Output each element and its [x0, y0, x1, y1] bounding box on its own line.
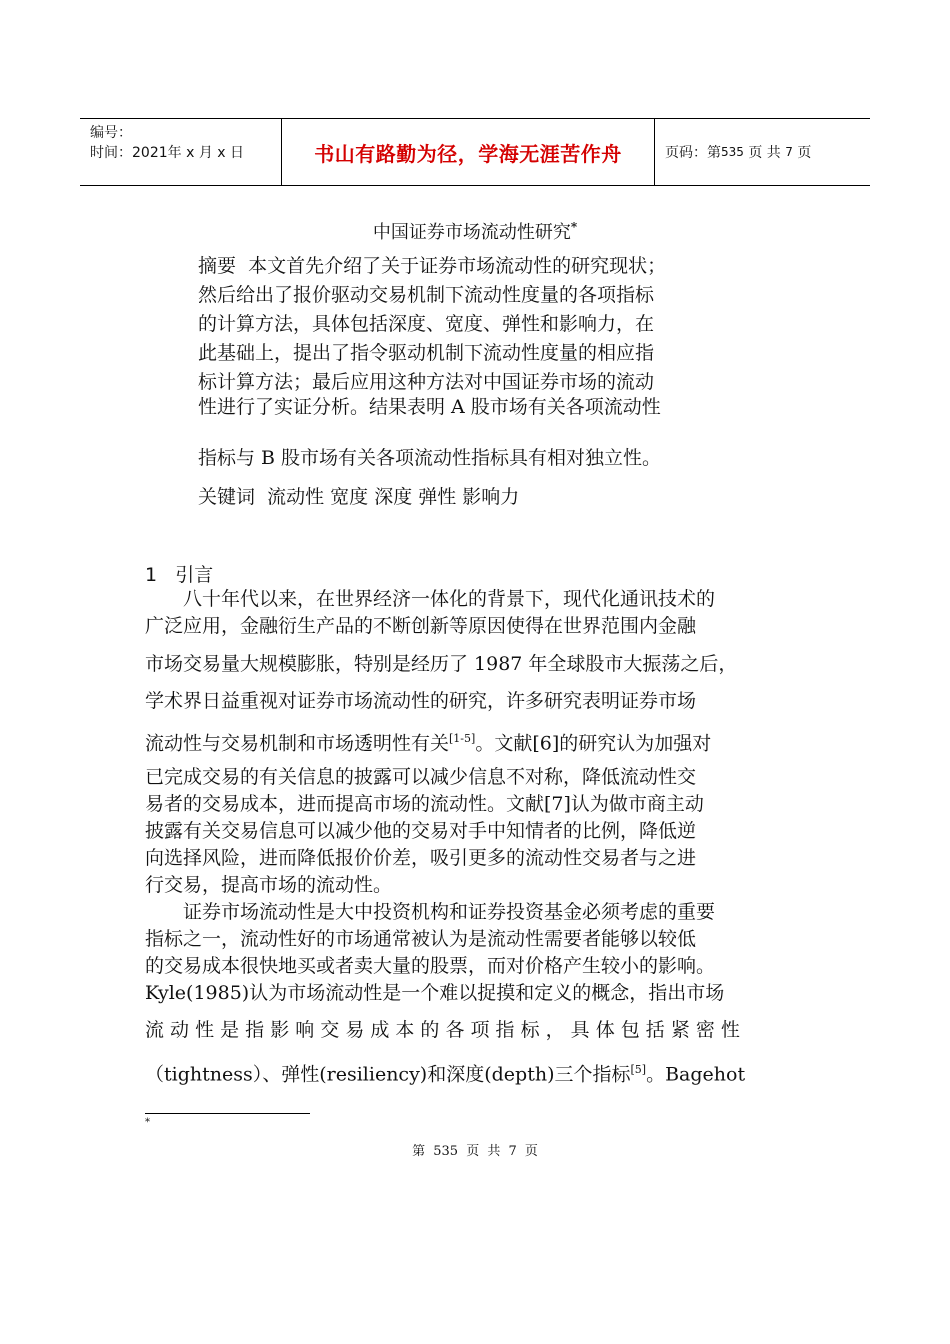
abstract-line-3: 的计算方法，具体包括深度、宽度、弹性和影响力，在: [198, 313, 655, 335]
body-line-p2c: （tightness）、弹性(resiliency)和深度(depth)三个指标[5]。Bagehot: [145, 1063, 746, 1086]
title-footnote-mark: *: [570, 220, 578, 234]
page-info-cell: [655, 119, 870, 185]
body-paragraph-1a: 八十年代以来，在世界经济一体化的背景下，现代化通讯技术的 广泛应用，金融衍生产品的不断创新等原因使得在世界范围内金融: [145, 588, 716, 637]
abstract-line-6: 性进行了实证分析。结果表明 A 股市场有关各项流动性: [198, 396, 661, 418]
body-paragraph-1e: 已完成交易的有关信息的披露可以减少信息不对称，降低流动性交 易者的交易成本，进而提高市场的流动性。文献[7]认为做市商主动 披露有关交易信息可以减少他的交易对手中知情者的比例，降低逆 向选择风险，进而降低报价价差，吸引更多的流动性交易者与之进 行交易，提高市场的流动性。 证券市场流动性是大中投资机构和证券投资基金必须考虑的重要 指标之一，流动性好的市场通常被认为是流动性需要者能够以较低 的交易成本很快地买或者卖大量的股票，而对价格产生较小的影响。: [145, 766, 716, 977]
footer-page-number: 535: [433, 1144, 459, 1159]
document-header-table: [80, 118, 870, 186]
body-line-p1d: 流动性与交易机制和市场透明性有关[1-5]。文献[6]的研究认为加强对: [145, 732, 712, 755]
page-footer: 第 535 页 共 7 页: [412, 1144, 538, 1159]
keywords-label: 关键词: [198, 486, 256, 508]
body-line-p2a: Kyle(1985)认为市场流动性是一个难以捉摸和定义的概念，指出市场: [145, 982, 725, 1004]
abstract-line-4: 此基础上，提出了指令驱动机制下流动性度量的相应指: [198, 342, 655, 364]
time-rest: 年 x 月 x 日: [167, 145, 245, 161]
abstract-block: [198, 252, 758, 397]
abstract-line-7: 指标与 B 股市场有关各项流动性指标具有相对独立性。: [198, 447, 662, 469]
paper-title: [0, 218, 950, 244]
footnote-rule: [145, 1113, 310, 1114]
page-label: 页码：第: [665, 145, 721, 161]
body-line-p1c: 学术界日益重视对证券市场流动性的研究，许多研究表明证券市场: [145, 690, 697, 712]
time-year: 2021: [132, 145, 168, 161]
page-total: 7: [785, 145, 793, 159]
footer-page-total: 7: [508, 1144, 517, 1159]
header-meta-cell: [80, 119, 281, 185]
body-line-p2b: 流 动 性 是 指 影 响 交 易 成 本 的 各 项 指 标 ， 具 体 包 括 紧 密 性: [145, 1019, 740, 1041]
section-title: 引言: [175, 564, 214, 586]
motto-cell: [281, 119, 655, 185]
abstract-line-5: 标计算方法；最后应用这种方法对中国证券市场的流动: [198, 371, 655, 393]
abstract-line-1: 摘要 本文首先介绍了关于证券市场流动性的研究现状；: [198, 255, 667, 277]
time-line: [90, 143, 281, 163]
serial-label: 编号：: [90, 125, 132, 141]
footnote-mark: *: [145, 1117, 150, 1128]
page-number: 535: [721, 145, 744, 159]
section-heading: [145, 560, 213, 587]
section-number: 1: [145, 564, 158, 586]
motto-text: 书山有路勤为径，学海无涯苦作舟: [314, 141, 622, 166]
time-label: 时间：: [90, 145, 132, 161]
page-mid: 页 共: [748, 145, 781, 161]
keywords-text: 流动性 宽度 深度 弹性 影响力: [267, 486, 520, 508]
page-end: 页: [797, 145, 812, 161]
body-line-p1b: 市场交易量大规模膨胀，特别是经历了 1987 年全球股市大振荡之后，: [145, 653, 738, 675]
abstract-label: 摘要: [198, 255, 237, 277]
citation-ref: [1-5]: [449, 732, 476, 745]
paper-title-text: 中国证券市场流动性研究: [372, 222, 571, 243]
keywords-line: [198, 482, 519, 509]
abstract-line-2: 然后给出了报价驱动交易机制下流动性度量的各项指标: [198, 284, 655, 306]
citation-ref: [5]: [630, 1063, 647, 1076]
